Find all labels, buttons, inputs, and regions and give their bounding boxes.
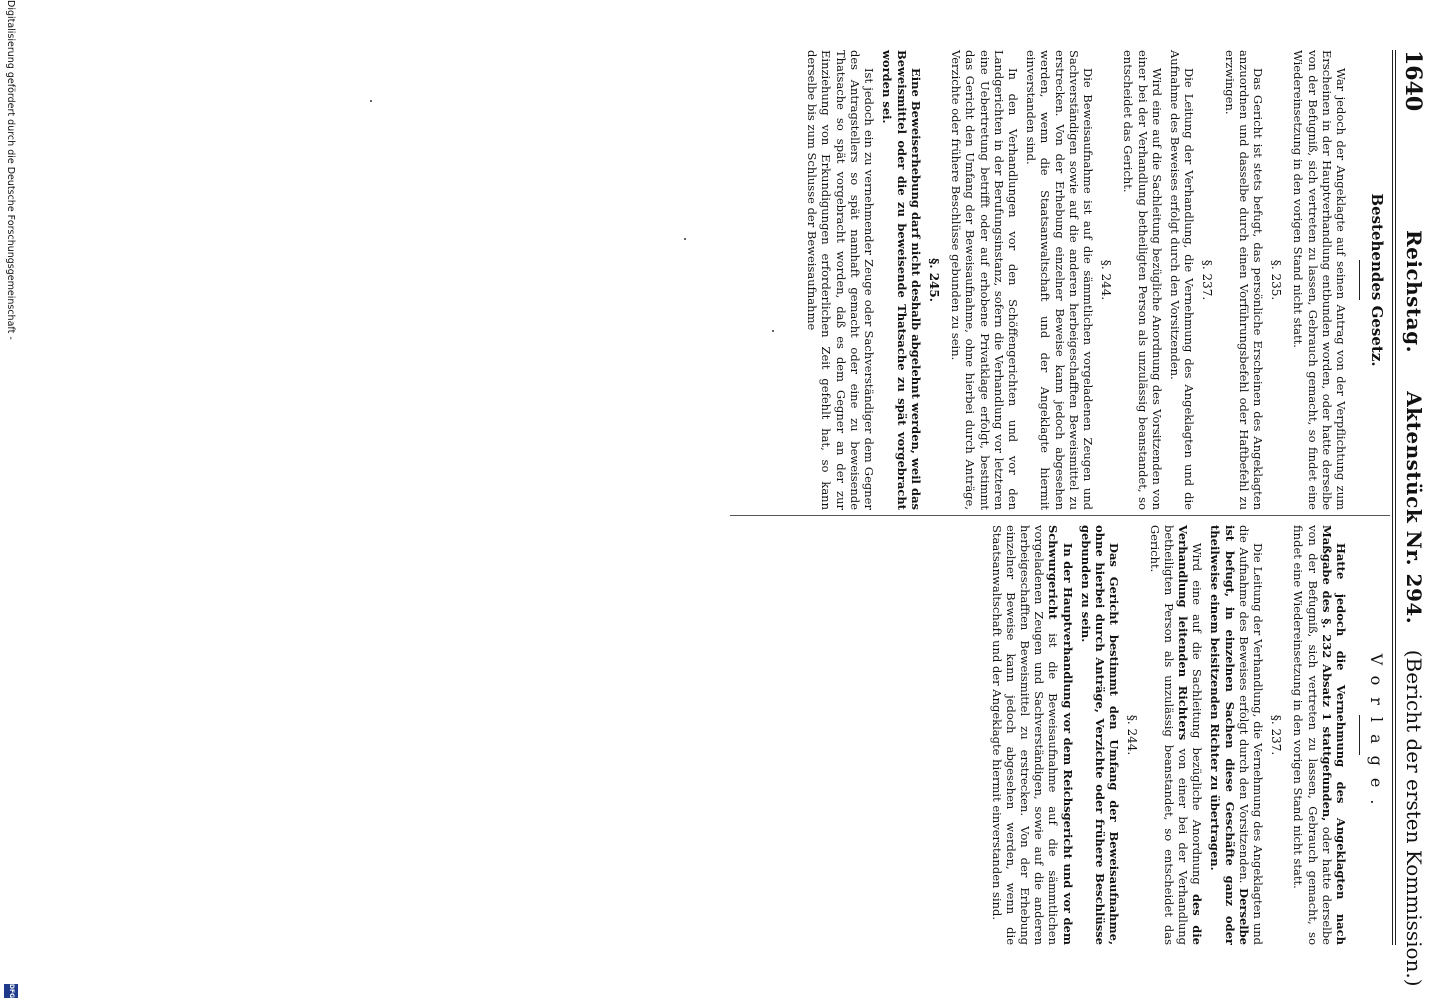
emphasis: Hatte jedoch die Vernehmung des Angeklagten nach Maßgabe des §. 232 Absatz 1 stattgefunden, [1319,525,1348,945]
document-number: Aktenstück Nr. 294. [1402,391,1426,625]
scan-speck [772,330,774,332]
report-title: (Bericht der ersten Kommission.) [1402,649,1426,987]
paragraph: In den Verhandlungen vor den Schöffengerichten und vor den Landgerichten in der Berufungsinstanz, sofern die Verhandlung vor letzteren eine Uebertretung betrifft oder auf erhobene Privatklage erfolgt, bestimmt das Gericht den Umfang der Beweisaufnahme, ohne hierbei durch Anträge, Verzichte oder frühere Beschlüsse gebunden zu sein. [949,50,1020,510]
right-heading-rule [1359,715,1360,755]
paragraph: Eine Beweiserhebung darf nicht deshalb abgelehnt werden, weil das Beweismittel oder die zu beweisende Thatsache zu spät vorgebracht worden sei. [880,50,923,510]
right-column-heading: Vorlage. [1367,653,1386,817]
paragraph: Die Leitung der Verhandlung, die Vernehmung des Angeklagten und die Aufnahme des Beweises erfolgt durch den Vorsitzenden. [1167,50,1197,510]
section-title-235: §. 235. [1269,259,1284,301]
scan-speck [684,238,686,240]
running-header [1402,230,1426,990]
paragraph [1208,525,1265,945]
section-title-245: §. 245. [926,258,941,302]
right-column-proposal [985,525,1348,945]
emphasis: In der Hauptverhandlung vor dem Reichsgericht und vor dem Schwurgericht [1046,525,1075,945]
text-run: oder hatte derselbe von der Befugniß, sich vertreten zu lassen, Gebrauch gemacht, so findet eine Wiedereinsetzung in den vorigen Stand nicht statt. [1291,525,1334,945]
text-run: Wird eine auf die Sachleitung bezügliche Anordnung [1190,543,1205,894]
paragraph: Wird eine auf die Sachleitung bezügliche Anordnung des Vorsitzenden von einer bei der Verhandlung betheiligten Person als unzulässig beanstandet, so entscheidet das Gericht. [1121,50,1164,510]
left-column-heading: Bestehendes Gesetz. [1368,193,1386,367]
paragraph: Das Gericht ist stets befugt, das persönliche Erscheinen des Angeklagten anzuordnen und dasselbe durch einen Vorführungsbefehl oder Haftbefehl zu erzwingen. [1222,50,1265,510]
header-rule-secondary [1392,50,1393,945]
text-run: Die Leitung der Verhandlung, die Vernehmung des Angeklagten und die Aufnahme des Beweises erfolgt durch den Vorsitzenden. [1236,525,1265,945]
section-title-244: §. 244. [1125,714,1140,756]
left-column-existing-law [801,50,1348,510]
page-number: 1640 [1400,50,1426,112]
left-heading-rule [1359,260,1360,300]
section-title-237: §. 237. [1269,714,1284,756]
scan-speck [370,100,372,102]
text-run: von einer bei der Verhandlung betheiligten Person als unzulässig beanstandet, so entscheidet das Gericht. [1147,525,1190,946]
digitization-credit: Digitalisierung gefördert durch die Deutsche Forschungsgemeinschaft - [5,0,16,340]
emphasis: Derselbe ist befugt, in einzelnen Sachen diese Geschäfte ganz oder theilweise einem beisitzenden Richter zu übertragen. [1208,525,1251,945]
paragraph [989,525,1074,945]
column-divider [730,515,1390,516]
paragraph: Die Beweisaufnahme ist auf die sämmtlichen vorgeladenen Zeugen und Sachverständigen sowie auf die anderen herbeigeschafften Beweismittel zu erstrecken. Von der Erhebung einzelner Beweise kann jedoch abgesehen werden, wenn die Staatsanwaltschaft und der Angeklagte hiermit einverstanden sind. [1024,50,1095,510]
dfg-logo: DFG [4,984,18,998]
header-rule [1395,50,1396,945]
paragraph: War jedoch der Angeklagte auf seinen Antrag von der Verpflichtung zum Erscheinen in der Hauptverhandlung entbunden worden, oder hatte derselbe von der Befugniß, sich vertreten zu lassen, Gebrauch gemacht, so findet eine Wiedereinsetzung in den vorigen Stand nicht statt. [1291,50,1348,510]
paragraph: Das Gericht bestimmt den Umfang der Beweisaufnahme, ohne hierbei durch Anträge, Verzichte oder frühere Beschlüsse gebunden zu sein. [1078,525,1122,945]
section-title-244: §. 244. [1099,259,1114,301]
paragraph: Ist jedoch ein zu vernehmender Zeuge oder Sachverständiger dem Gegner des Antragstellers so spät namhaft gemacht oder eine zu beweisende Thatsache so spät vorgebracht worden, daß es dem Gegner an der zur Einziehung von Erkundigungen erforderlichen Zeit gefehlt hat, so kann derselbe bis zum Schlusse der Beweisaufnahme [805,50,877,510]
text-run: ist die Beweisaufnahme auf die sämmtlichen vorgeladenen Zeugen und Sachverständigen, sowie auf die anderen herbeigeschafften Beweismittel zu erstrecken. Von der Erhebung einzelner Beweise kann jedoch abgesehen werden, wenn die Staatsanwaltschaft und der Angeklagte hiermit einverstanden sind. [989,525,1061,945]
paragraph [1147,525,1204,945]
paragraph [1291,525,1348,945]
publication-name: Reichstag. [1402,230,1426,354]
emphasis: des die Verhandlung leitenden Richters [1175,525,1205,946]
section-title-237: §. 237. [1200,259,1215,301]
